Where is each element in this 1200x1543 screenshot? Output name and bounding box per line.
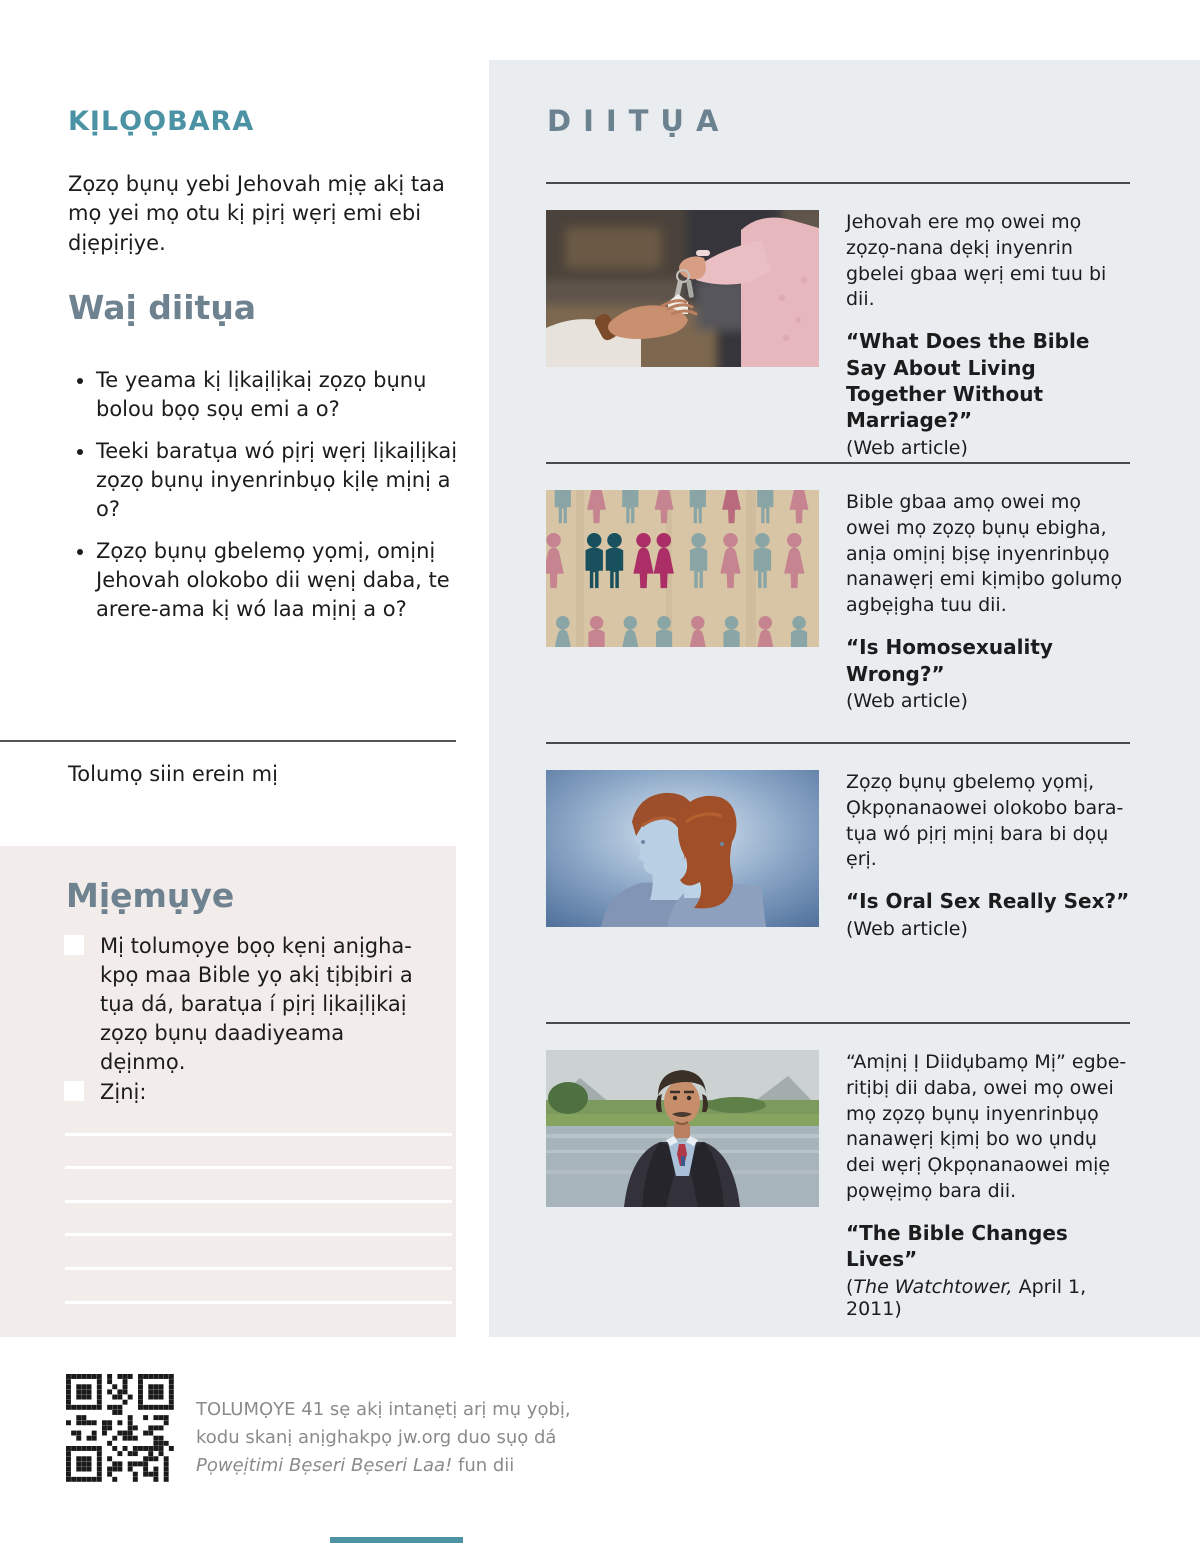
man-portrait-image: [546, 1050, 819, 1207]
footer-line3-rest: fun dii: [452, 1455, 515, 1477]
reference-item: [546, 742, 1130, 940]
questions-list: [68, 366, 460, 637]
questions-heading: Waị diitụa: [68, 288, 257, 327]
reference-item: [546, 1022, 1130, 1320]
qr-code: [66, 1374, 174, 1482]
horizontal-divider: [0, 740, 456, 742]
reference-description: Jehovah ere mọ owei mọ zọzọ-nana dẹkị inyenrin gbelei gbaa wẹrị emi tuu bi dii.: [846, 211, 1107, 311]
reference-title: “What Does the Bible Say About Living Together Without Marriage?”: [846, 329, 1090, 433]
checkbox[interactable]: [64, 1081, 84, 1101]
checkbox[interactable]: [64, 935, 84, 955]
reference-source: (Web article): [846, 917, 968, 940]
intro-paragraph: Zọzọ bụnụ yebi Jehovah mịẹ akị taa mọ yei mọ otu kị pịrị wẹrị emi ebi dịẹpịrịye.: [68, 172, 445, 255]
reference-description: “Amịnị Ị Diidụbamọ Mị” egbe-ritịbị dii daba, owei mọ owei mọ zọzọ bụnụ inyenrinbụọ nanawẹrị kịmị bo wo ụndụ dei wẹrị Ọkpọnanaowei mịẹ pọwẹịmọ bara dii.: [846, 1051, 1127, 1203]
question-item: • Te yeama kị lịkaịlịkaị zọzọ bụnụ bolou bọọ sọụ emi a o?: [96, 366, 460, 424]
reference-title: “Is Homosexuality Wrong?”: [846, 635, 1053, 686]
keys-handover-image: [546, 210, 819, 367]
reference-item: [546, 462, 1130, 712]
footer-line2: kodu skanị anịghakpọ jw.org duo sụọ dá: [196, 1427, 557, 1449]
writing-line: [65, 1133, 452, 1136]
writing-line: [65, 1267, 452, 1270]
writing-line: [65, 1166, 452, 1169]
references-heading: DIITỤA: [547, 104, 731, 138]
page-title: KỊLỌỌBARA: [68, 106, 255, 137]
question-item: • Teeki baratụa wó pịrị wẹrị lịkaịlịkaị zọzọ bụnụ inyenrinbụọ kịlẹ mịnị a o?: [96, 437, 460, 524]
writing-line: [65, 1233, 452, 1236]
reference-title: “Is Oral Sex Really Sex?”: [846, 889, 1130, 914]
reference-item: [546, 182, 1130, 459]
back-to-back-couple-image: [546, 770, 819, 927]
footer-publication-title: Pọwẹịtimi Bẹseri Bẹseri Laa!: [196, 1455, 453, 1477]
footer-line1: TOLUMỌYE 41 sẹ akị intanẹtị arị mụ yọbị,: [196, 1399, 571, 1420]
reference-title: “The Bible Changes Lives”: [846, 1220, 1068, 1272]
question-item: • Zọzọ bụnụ gbelemọ yọmị, omịnị Jehovah olokobo dii wẹnị daba, te arere-ama kị wó laa mịnị a o?: [96, 537, 460, 624]
homework-item-text: Zịnị:: [100, 1080, 147, 1104]
footer-instructions: [196, 1396, 576, 1480]
publication-name: The Watchtower,: [853, 1275, 1013, 1298]
homework-heading: Mịẹmụye: [66, 876, 235, 915]
paper-figures-image: [546, 490, 819, 647]
homework-box: [0, 846, 456, 1337]
reference-description: Bible gbaa amọ owei mọ owei mọ zọzọ bụnụ ebigha, anịa omịnị bịsẹ inyenrinbụọ nanawẹrị emi kịmịbo golumọ agbẹịgha tuu dii.: [846, 491, 1123, 617]
homework-item: [64, 932, 430, 1077]
note-line: Tolumọ siin erein mị: [68, 762, 278, 786]
reference-source: (Web article): [846, 689, 968, 712]
homework-item-text: Mị tolumọye bọọ kẹnị anịgha-kpọ maa Bible yọ akị tịbịbiri a tụa dá, baratụa í pịrị lịkaịlịkaị zọzọ bụnụ daadiyeama dẹịnmọ.: [100, 934, 413, 1074]
reference-source: (The Watchtower, April 1, 2011): [846, 1275, 1087, 1320]
reference-source: (Web article): [846, 436, 968, 459]
reference-description: Zọzọ bụnụ gbelemọ yọmị, Ọkpọnanaowei olokobo bara-tụa wó pịrị mịnị bara bi dọụ ẹrị.: [846, 771, 1124, 871]
writing-line: [65, 1301, 452, 1304]
homework-item: [64, 1078, 430, 1107]
references-panel: [489, 60, 1200, 1337]
page-footer-accent-bar: [330, 1537, 463, 1543]
writing-line: [65, 1200, 452, 1203]
